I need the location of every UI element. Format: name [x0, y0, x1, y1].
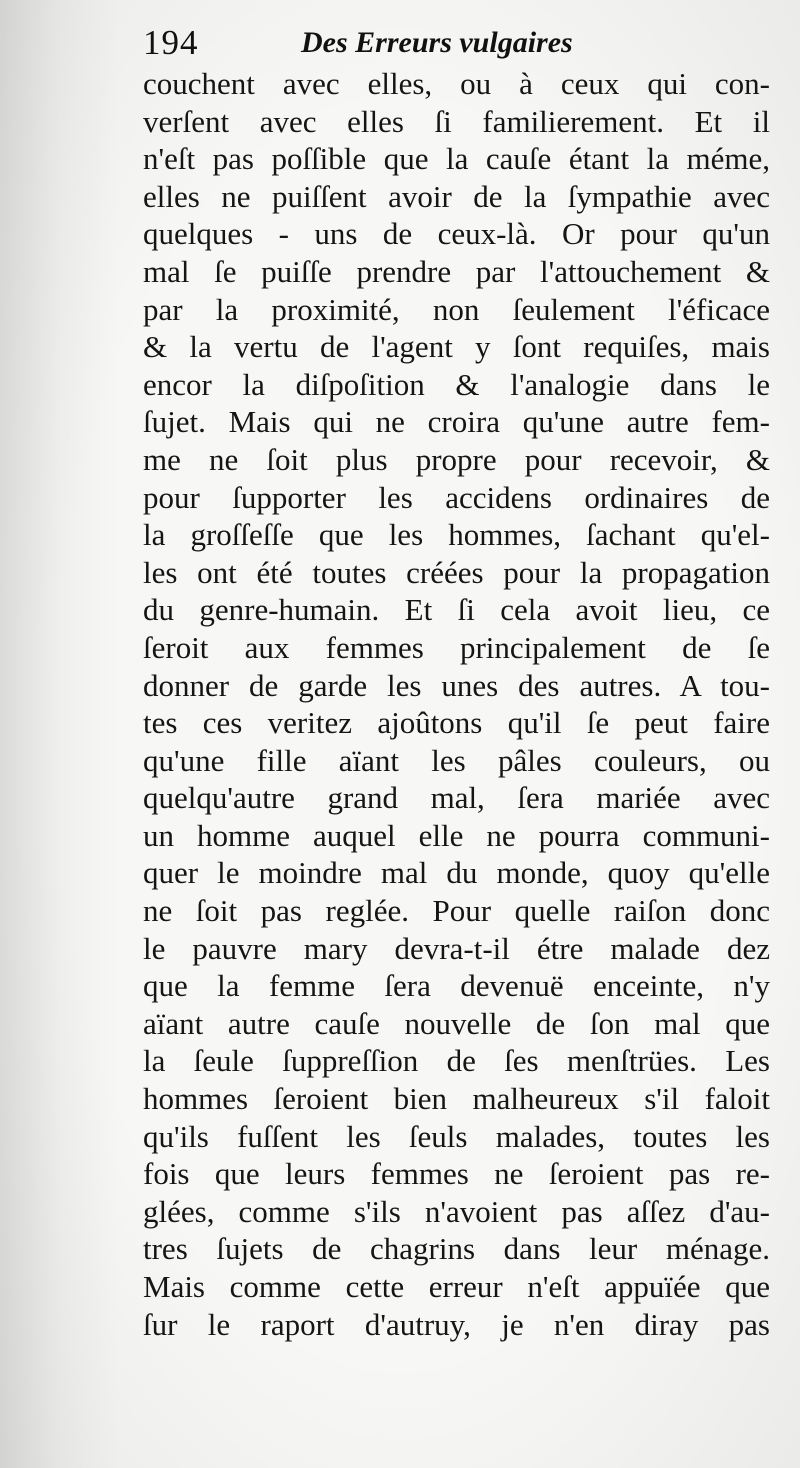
text-line: la groſſeſſe que les hommes, ſachant qu'el- — [143, 517, 770, 553]
page-header — [143, 18, 663, 68]
text-line: me ne ſoit plus propre pour recevoir, & — [143, 441, 770, 477]
text-line: quer le moindre mal du monde, quoy qu'elle — [143, 855, 770, 891]
page-number: 194 — [143, 23, 199, 62]
text-line: quelques - uns de ceux-là. Or pour qu'un — [143, 216, 770, 252]
text-line: pour ſupporter les accidens ordinaires de — [143, 479, 770, 515]
text-line: par la proximité, non ſeulement l'éficace — [143, 291, 770, 327]
text-line: un homme auquel elle ne pourra communi- — [143, 817, 770, 853]
text-line: quelqu'autre grand mal, ſera mariée avec — [143, 780, 770, 816]
text-line: glées, comme s'ils n'avoient pas aſſez d'au- — [143, 1193, 770, 1229]
text-line: le pauvre mary devra-t-il étre malade dez — [143, 930, 770, 966]
text-line: elles ne puiſſent avoir de la ſympathie avec — [143, 178, 770, 214]
text-line: Mais comme cette erreur n'eſt appuïée que — [143, 1269, 770, 1304]
text-line: donner de garde les unes des autres. A tou- — [143, 667, 770, 703]
text-line: aïant autre cauſe nouvelle de ſon mal que — [143, 1005, 770, 1041]
text-line: les ont été toutes créées pour la propagation — [143, 554, 770, 590]
text-line: mal ſe puiſſe prendre par l'attouchement & — [143, 253, 770, 289]
text-line: encor la diſpoſition & l'analogie dans le — [143, 366, 770, 402]
text-line: couchent avec elles, ou à ceux qui con- — [143, 66, 770, 101]
text-line: qu'ils fuſſent les ſeuls malades, toutes les — [143, 1118, 770, 1154]
text-line: tes ces veritez ajoûtons qu'il ſe peut faire — [143, 705, 770, 741]
text-line: n'eſt pas poſſible que la cauſe étant la méme, — [143, 141, 770, 177]
text-line: ſujet. Mais qui ne croira qu'une autre fem- — [143, 404, 770, 440]
text-line: fois que leurs femmes ne ſeroient pas re- — [143, 1156, 770, 1192]
text-line: ſur le raport d'autruy, je n'en diray pas — [143, 1306, 770, 1342]
text-line: du genre-humain. Et ſi cela avoit lieu, ce — [143, 592, 770, 628]
text-line: ſeroit aux femmes principalement de ſe — [143, 629, 770, 665]
text-line: ne ſoit pas reglée. Pour quelle raiſon donc — [143, 893, 770, 929]
text-line: qu'une fille aïant les pâles couleurs, ou — [143, 742, 770, 778]
running-title: Des Erreurs vulgaires — [301, 26, 573, 59]
text-line: que la femme ſera devenuë enceinte, n'y — [143, 968, 770, 1004]
text-line: hommes ſeroient bien malheureux s'il faloit — [143, 1081, 770, 1117]
text-line: & la vertu de l'agent y ſont requiſes, mais — [143, 329, 770, 365]
text-line: la ſeule ſuppreſſion de ſes menſtrües. Les — [143, 1043, 770, 1079]
text-line: tres ſujets de chagrins dans leur ménage. — [143, 1231, 770, 1267]
body-text — [143, 65, 770, 1343]
text-line: verſent avec elles ſi familierement. Et il — [143, 103, 770, 139]
